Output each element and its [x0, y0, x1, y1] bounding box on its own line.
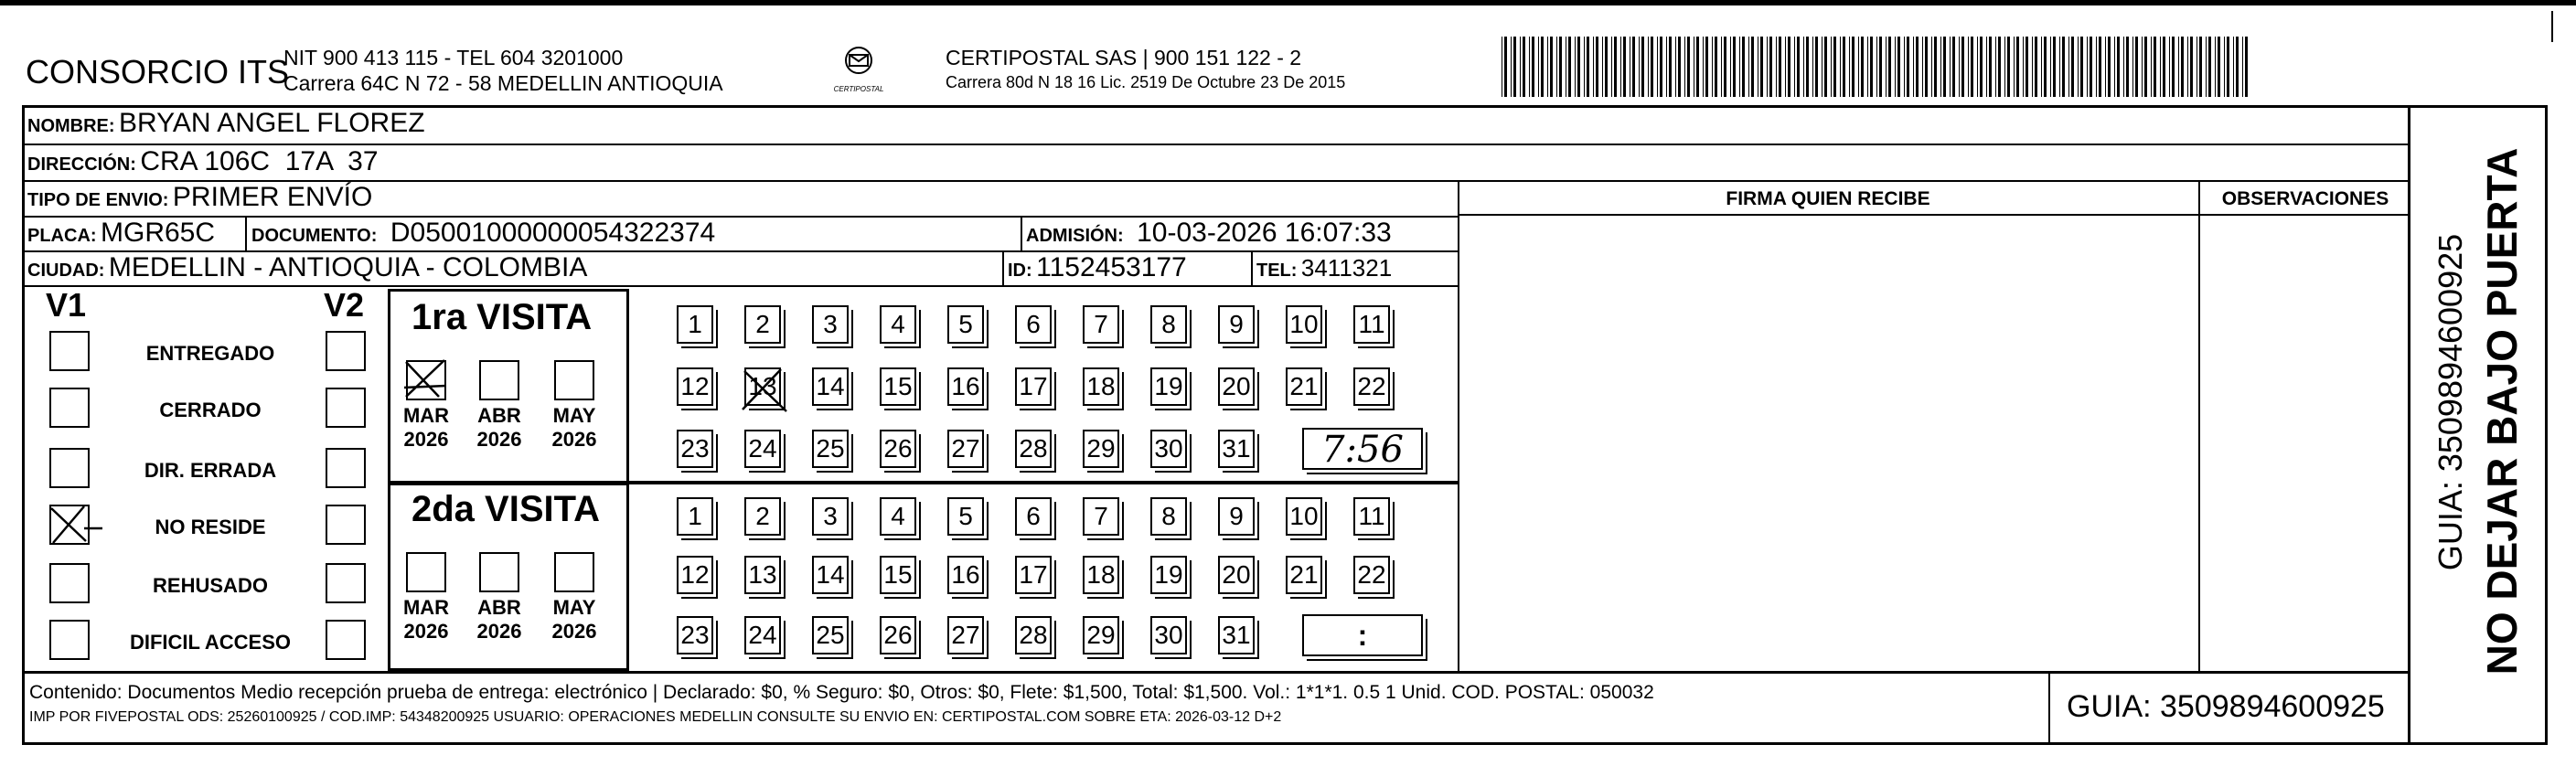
row-line	[22, 144, 2410, 145]
status-v2-checkbox[interactable]	[326, 331, 366, 371]
visit1-month-checkbox[interactable]	[479, 360, 519, 400]
month-name: ABR	[477, 404, 521, 427]
day-number: 17	[1019, 560, 1048, 589]
tel-value: 3411321	[1300, 254, 1393, 282]
visit2-day-box[interactable]	[1353, 497, 1390, 536]
day-number: 25	[816, 434, 845, 463]
day-number: 17	[1019, 372, 1048, 400]
day-number: 10	[1289, 502, 1319, 530]
day-number: 3	[823, 310, 838, 338]
day-number: 24	[748, 621, 777, 649]
placa-doc-divider	[245, 216, 247, 250]
visit2-time: :	[1357, 619, 1368, 652]
v1-header: V1	[46, 286, 87, 324]
direccion-row	[27, 146, 379, 177]
status-v1-checkbox[interactable]	[49, 620, 90, 660]
day-number: 14	[816, 372, 845, 400]
day-number: 6	[1026, 502, 1041, 530]
visit1-day-box[interactable]	[1083, 367, 1119, 406]
day-number: 11	[1358, 502, 1385, 530]
status-v2-checkbox[interactable]	[326, 448, 366, 488]
day-number: 5	[958, 502, 973, 530]
day-number: 30	[1154, 621, 1183, 649]
observaciones-header: OBSERVACIONES	[2221, 188, 2389, 209]
visit2-day-box[interactable]	[1286, 556, 1322, 594]
day-number: 1	[688, 310, 702, 338]
visit2-day-box[interactable]	[1218, 556, 1255, 594]
visit1-day-box[interactable]	[1083, 305, 1119, 344]
visit-divider	[388, 481, 1458, 484]
visit1-day-box[interactable]	[880, 305, 916, 344]
day-number: 18	[1086, 560, 1116, 589]
visit2-day-box[interactable]	[1150, 616, 1187, 654]
month-name: MAY	[552, 596, 596, 619]
id-label: ID:	[1008, 261, 1032, 281]
visit1-day-box[interactable]	[1218, 430, 1255, 468]
visit2-time-box	[1302, 614, 1423, 656]
day-number: 16	[951, 372, 980, 400]
visit2-day-box[interactable]	[880, 556, 916, 594]
visit1-day-box[interactable]	[1150, 305, 1187, 344]
side-guia: GUIA: 3509894600925	[2432, 233, 2469, 571]
visit1-day-box[interactable]	[677, 367, 713, 406]
visit1-day-box[interactable]	[947, 305, 984, 344]
day-number: 23	[680, 434, 710, 463]
carrier-line2: Carrera 80d N 18 16 Lic. 2519 De Octubre 23 De 2015	[946, 73, 1346, 91]
nombre-label: NOMBRE:	[27, 116, 115, 136]
day-number: 27	[951, 434, 980, 463]
barcode-graphic	[1500, 37, 2250, 97]
day-number: 30	[1154, 434, 1183, 463]
visit1-day-box[interactable]	[947, 430, 984, 468]
visit1-month-label	[547, 404, 602, 452]
row-line	[22, 285, 1458, 287]
day-number: 16	[951, 560, 980, 589]
visit2-day-box[interactable]	[744, 556, 781, 594]
obs-col-line	[2198, 180, 2200, 671]
day-number: 15	[883, 560, 913, 589]
day-number: 12	[680, 560, 710, 589]
day-number: 7	[1094, 502, 1108, 530]
status-v1-checkbox[interactable]	[49, 331, 90, 371]
day-number: 9	[1229, 502, 1244, 530]
visit2-day-box[interactable]	[1015, 616, 1052, 654]
visit1-day-box[interactable]	[1218, 367, 1255, 406]
day-number: 22	[1357, 560, 1386, 589]
day-number: 13	[748, 372, 777, 400]
visit2-day-box[interactable]	[1353, 556, 1390, 594]
visit1-day-box[interactable]	[1286, 305, 1322, 344]
day-number: 20	[1222, 372, 1251, 400]
id-value: 1152453177	[1036, 252, 1187, 282]
visit2-month-label	[399, 596, 454, 644]
visit1-day-box[interactable]	[1083, 430, 1119, 468]
footer-guia-divider	[2048, 671, 2050, 745]
visit1-day-box[interactable]	[744, 367, 781, 406]
day-number: 4	[891, 310, 905, 338]
status-label: DIR. ERRADA	[144, 459, 277, 482]
month-year: 2026	[551, 428, 597, 451]
footer-top-line	[22, 671, 2410, 674]
admision-divider	[1021, 216, 1022, 250]
documento-value: D05001000000054322374	[390, 218, 716, 248]
visit1-day-box[interactable]	[744, 305, 781, 344]
visit2-day-box[interactable]	[880, 497, 916, 536]
visit1-day-box[interactable]	[1286, 367, 1322, 406]
footer-line1: Contenido: Documentos Medio recepción prueba de entrega: electrónico | Declarado: $0, % Seguro: $0, Otros: $0, Flete: $1,500, Total: $1,500. Vol.: 1*1*1. 0.5 1 Unid. COD. POSTAL: 050032	[29, 682, 1654, 703]
status-v2-checkbox[interactable]	[326, 563, 366, 603]
visit1-day-box[interactable]	[947, 367, 984, 406]
status-v2-checkbox[interactable]	[326, 620, 366, 660]
day-number: 20	[1222, 560, 1251, 589]
day-number: 19	[1154, 372, 1183, 400]
visit2-day-box[interactable]	[744, 616, 781, 654]
documento-label: DOCUMENTO:	[251, 226, 378, 246]
visit2-day-box[interactable]	[677, 497, 713, 536]
status-v1-checkbox[interactable]	[49, 388, 90, 428]
visit2-day-box[interactable]	[947, 556, 984, 594]
day-number: 9	[1229, 310, 1244, 338]
status-label: ENTREGADO	[145, 342, 275, 365]
visit1-month-label	[399, 404, 454, 452]
visit2-day-box[interactable]	[1150, 497, 1187, 536]
footer-guia: GUIA: 3509894600925	[2067, 689, 2385, 724]
status-v1-checkbox[interactable]	[49, 448, 90, 488]
day-number: 7	[1094, 310, 1108, 338]
nombre-value: BRYAN ANGEL FLOREZ	[119, 108, 425, 138]
day-number: 6	[1026, 310, 1041, 338]
day-number: 29	[1086, 434, 1116, 463]
visit1-time-box	[1302, 428, 1423, 470]
company-line2: Carrera 64C N 72 - 58 MEDELLIN ANTIOQUIA	[283, 71, 723, 95]
visit1-day-box[interactable]	[1015, 430, 1052, 468]
carrier-line1: CERTIPOSTAL SAS | 900 151 122 - 2	[946, 46, 1302, 69]
month-year: 2026	[476, 428, 522, 451]
tipo-label: TIPO DE ENVIO:	[27, 190, 169, 210]
visit2-day-box[interactable]	[677, 556, 713, 594]
visit1-day-box[interactable]	[744, 430, 781, 468]
firma-col-line	[1458, 180, 1459, 671]
ciudad-row	[27, 252, 587, 283]
placa-value: MGR65C	[101, 218, 216, 248]
visit2-day-box[interactable]	[744, 497, 781, 536]
day-number: 29	[1086, 621, 1116, 649]
day-number: 21	[1289, 560, 1319, 589]
visit2-month-label	[547, 596, 602, 644]
month-name: MAR	[402, 596, 450, 619]
visit1-day-box[interactable]	[677, 305, 713, 344]
visit2-day-box[interactable]	[947, 616, 984, 654]
footer-line2: IMP POR FIVEPOSTAL ODS: 25260100925 / COD.IMP: 54348200925 USUARIO: OPERACIONES MEDELLIN CONSULTE SU ENVIO EN: CERTIPOSTAL.COM SOBRE ETA: 2026-03-12 D+2	[29, 709, 1282, 725]
visit2-month-label	[472, 596, 527, 644]
visit1-day-box[interactable]	[812, 430, 849, 468]
barcode	[1500, 37, 2250, 97]
day-number: 13	[748, 560, 777, 589]
tel-label: TEL:	[1256, 261, 1298, 281]
status-v1-checkbox[interactable]	[49, 505, 90, 545]
company-name: CONSORCIO ITS	[26, 53, 290, 90]
visit1-month-checkbox[interactable]	[554, 360, 594, 400]
tel-divider	[1251, 250, 1253, 285]
visit2-day-box[interactable]	[880, 616, 916, 654]
day-number: 25	[816, 621, 845, 649]
visit2-day-box[interactable]	[1218, 497, 1255, 536]
tipo-row	[27, 182, 372, 213]
visit1-day-box[interactable]	[880, 430, 916, 468]
day-number: 10	[1289, 310, 1319, 338]
nombre-row	[27, 108, 425, 139]
row-line	[1458, 214, 2410, 216]
day-number: 22	[1357, 372, 1386, 400]
row-line	[22, 180, 2410, 182]
day-number: 21	[1289, 372, 1319, 400]
side-warning: NO DEJAR BAJO PUERTA	[2478, 147, 2526, 676]
month-year: 2026	[476, 620, 522, 643]
day-number: 31	[1222, 434, 1251, 463]
month-year: 2026	[403, 620, 449, 643]
visit2-day-box[interactable]	[812, 497, 849, 536]
documento-row	[251, 218, 715, 249]
day-number: 19	[1154, 560, 1183, 589]
visit1-day-box[interactable]	[812, 367, 849, 406]
visit2-title: 2da VISITA	[412, 489, 600, 529]
ciudad-label: CIUDAD:	[27, 261, 105, 281]
admision-row	[1026, 218, 1392, 249]
visit2-month-checkbox[interactable]	[554, 552, 594, 592]
day-number: 8	[1161, 310, 1176, 338]
month-name: MAY	[552, 404, 596, 427]
check-mark-icon	[741, 366, 792, 413]
tipo-value: PRIMER ENVÍO	[172, 182, 373, 212]
visit1-day-box[interactable]	[1353, 305, 1390, 344]
day-number: 31	[1222, 621, 1251, 649]
visit2-month-checkbox[interactable]	[479, 552, 519, 592]
visit2-day-box[interactable]	[1218, 616, 1255, 654]
placa-label: PLACA:	[27, 226, 97, 246]
day-number: 2	[755, 502, 770, 530]
day-number: 15	[883, 372, 913, 400]
day-number: 28	[1019, 434, 1048, 463]
top-rule	[0, 0, 2576, 5]
status-v2-checkbox[interactable]	[326, 388, 366, 428]
visit2-day-box[interactable]	[1083, 616, 1119, 654]
month-name: ABR	[477, 596, 521, 619]
status-label: CERRADO	[159, 399, 262, 421]
day-number: 12	[680, 372, 710, 400]
status-label: DIFICIL ACCESO	[129, 631, 291, 654]
day-number: 8	[1161, 502, 1176, 530]
visit2-day-box[interactable]	[1286, 497, 1322, 536]
visit2-day-box[interactable]	[1083, 556, 1119, 594]
day-number: 27	[951, 621, 980, 649]
visit1-day-box[interactable]	[1150, 430, 1187, 468]
day-number: 1	[688, 502, 702, 530]
day-number: 5	[958, 310, 973, 338]
status-v1-checkbox[interactable]	[49, 563, 90, 603]
day-number: 3	[823, 502, 838, 530]
visit2-day-box[interactable]	[1150, 556, 1187, 594]
envelope-seal-icon	[827, 44, 891, 80]
placa-row	[27, 218, 215, 249]
day-number: 11	[1358, 310, 1385, 338]
visit2-month-checkbox[interactable]	[406, 552, 446, 592]
day-number: 18	[1086, 372, 1116, 400]
day-number: 26	[883, 434, 913, 463]
visit1-day-box[interactable]	[1015, 367, 1052, 406]
visit1-month-label	[472, 404, 527, 452]
status-label: NO RESIDE	[155, 516, 266, 538]
id-row	[1008, 252, 1187, 283]
visit1-day-box[interactable]	[880, 367, 916, 406]
month-year: 2026	[551, 620, 597, 643]
firma-header: FIRMA QUIEN RECIBE	[1726, 188, 1930, 209]
direccion-value: CRA 106C 17A 37	[140, 146, 379, 176]
day-number: 28	[1019, 621, 1048, 649]
logo-caption: CERTIPOSTAL	[833, 85, 884, 93]
visit2-day-box[interactable]	[812, 556, 849, 594]
day-number: 24	[748, 434, 777, 463]
tel-row	[1256, 254, 1392, 282]
visit1-day-box[interactable]	[1150, 367, 1187, 406]
day-number: 23	[680, 621, 710, 649]
day-number: 2	[755, 310, 770, 338]
status-label: REHUSADO	[153, 574, 268, 597]
day-number: 26	[883, 621, 913, 649]
month-year: 2026	[403, 428, 449, 451]
visit1-day-box[interactable]	[677, 430, 713, 468]
admision-value: 10-03-2026 16:07:33	[1137, 218, 1392, 248]
visit1-day-box[interactable]	[1015, 305, 1052, 344]
company-line1: NIT 900 413 115 - TEL 604 3201000	[283, 46, 624, 69]
visit1-month-checkbox[interactable]	[406, 360, 446, 400]
visit2-day-box[interactable]	[1015, 497, 1052, 536]
month-name: MAR	[402, 404, 450, 427]
status-v2-checkbox[interactable]	[326, 505, 366, 545]
visit1-time: 7:56	[1321, 429, 1404, 471]
visit2-day-box[interactable]	[947, 497, 984, 536]
ciudad-value: MEDELLIN - ANTIOQUIA - COLOMBIA	[108, 252, 588, 282]
id-divider	[1002, 250, 1004, 285]
visit2-day-box[interactable]	[812, 616, 849, 654]
visit1-day-box[interactable]	[1353, 367, 1390, 406]
visit2-day-box[interactable]	[1015, 556, 1052, 594]
direccion-label: DIRECCIÓN:	[27, 154, 136, 175]
visit2-day-box[interactable]	[677, 616, 713, 654]
edge-mark	[2551, 11, 2553, 42]
v2-header: V2	[324, 286, 365, 324]
certipostal-logo	[827, 44, 891, 99]
day-number: 4	[891, 502, 905, 530]
visit1-day-box[interactable]	[1218, 305, 1255, 344]
day-number: 14	[816, 560, 845, 589]
admision-label: ADMISIÓN:	[1026, 226, 1124, 246]
visit2-day-box[interactable]	[1083, 497, 1119, 536]
visit1-title: 1ra VISITA	[412, 297, 593, 337]
visit1-day-box[interactable]	[812, 305, 849, 344]
